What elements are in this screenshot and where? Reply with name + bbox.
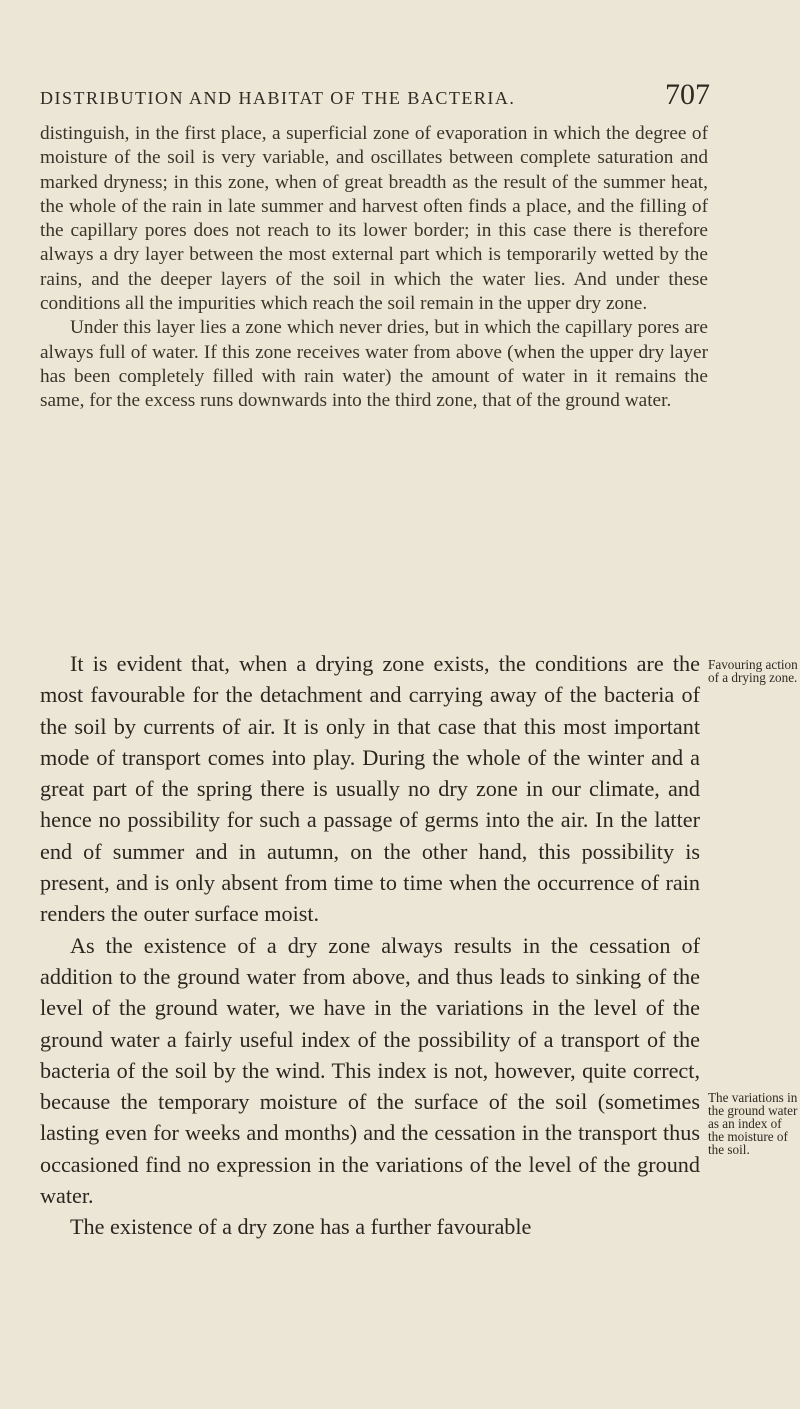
page-number: 707 bbox=[665, 78, 710, 111]
small-print-section bbox=[40, 122, 708, 414]
small-paragraph: Under this layer lies a zone which never dries, but in which the capillary pores are always full of water. If this zone receives water from above (when the upper dry layer has been completely filled with rain water) the amount of water in it remains the same, for the excess runs downwards into the third zone, that of the ground water. bbox=[40, 317, 708, 412]
margin-note-drying-zone: Favouring action of a drying zone. bbox=[708, 657, 798, 685]
body-paragraph: The existence of a dry zone has a further favourable bbox=[70, 1214, 532, 1240]
margin-note-ground-water: The variations in the ground water as an index of the moisture of the soil. bbox=[708, 1090, 798, 1157]
body-paragraph: As the existence of a dry zone always results in the cessation of addition to the ground water from above, and thus leads to sinking of the level of the ground water, we have in the variations in the level of the ground water a fairly useful index of the possibility of a transport of the bacteria of the soil by the wind. This index is not, however, quite correct, because the temporary moisture of the surface of the soil (sometimes lasting even for weeks and months) and the cessation in the transport thus occasioned find no expression in the variations of the level of the ground water. bbox=[40, 932, 700, 1209]
small-paragraph: distinguish, in the first place, a superficial zone of evaporation in which the degree of moisture of the soil is very variable, and oscillates between complete saturation and marked dryness; in this zone, when of great breadth as the result of the summer heat, the whole of the rain in late summer and harvest often finds a place, and the filling of the capillary pores does not reach to its lower border; in this case there is therefore always a dry layer between the most external part which is temporarily wetted by the rains, and the deeper layers of the soil in which the water lies. And under these conditions all the impurities which reach the soil remain in the upper dry zone. bbox=[40, 123, 708, 315]
page-header bbox=[0, 78, 710, 116]
running-head: DISTRIBUTION AND HABITAT OF THE BACTERIA. bbox=[40, 88, 516, 108]
body-paragraph: It is evident that, when a drying zone exists, the conditions are the most favourable for the detachment and carrying away of the bacteria of the soil by currents of air. It is only in that case that this most important mode of transport comes into play. During the whole of the winter and a great part of the spring there is usually no dry zone in our climate, and hence no possibility for such a passage of germs into the air. In the latter end of summer and in autumn, on the other hand, this possibility is present, and is only absent from time to time when the occurrence of rain renders the outer surface moist. bbox=[40, 651, 700, 927]
main-text-section bbox=[40, 648, 700, 1243]
